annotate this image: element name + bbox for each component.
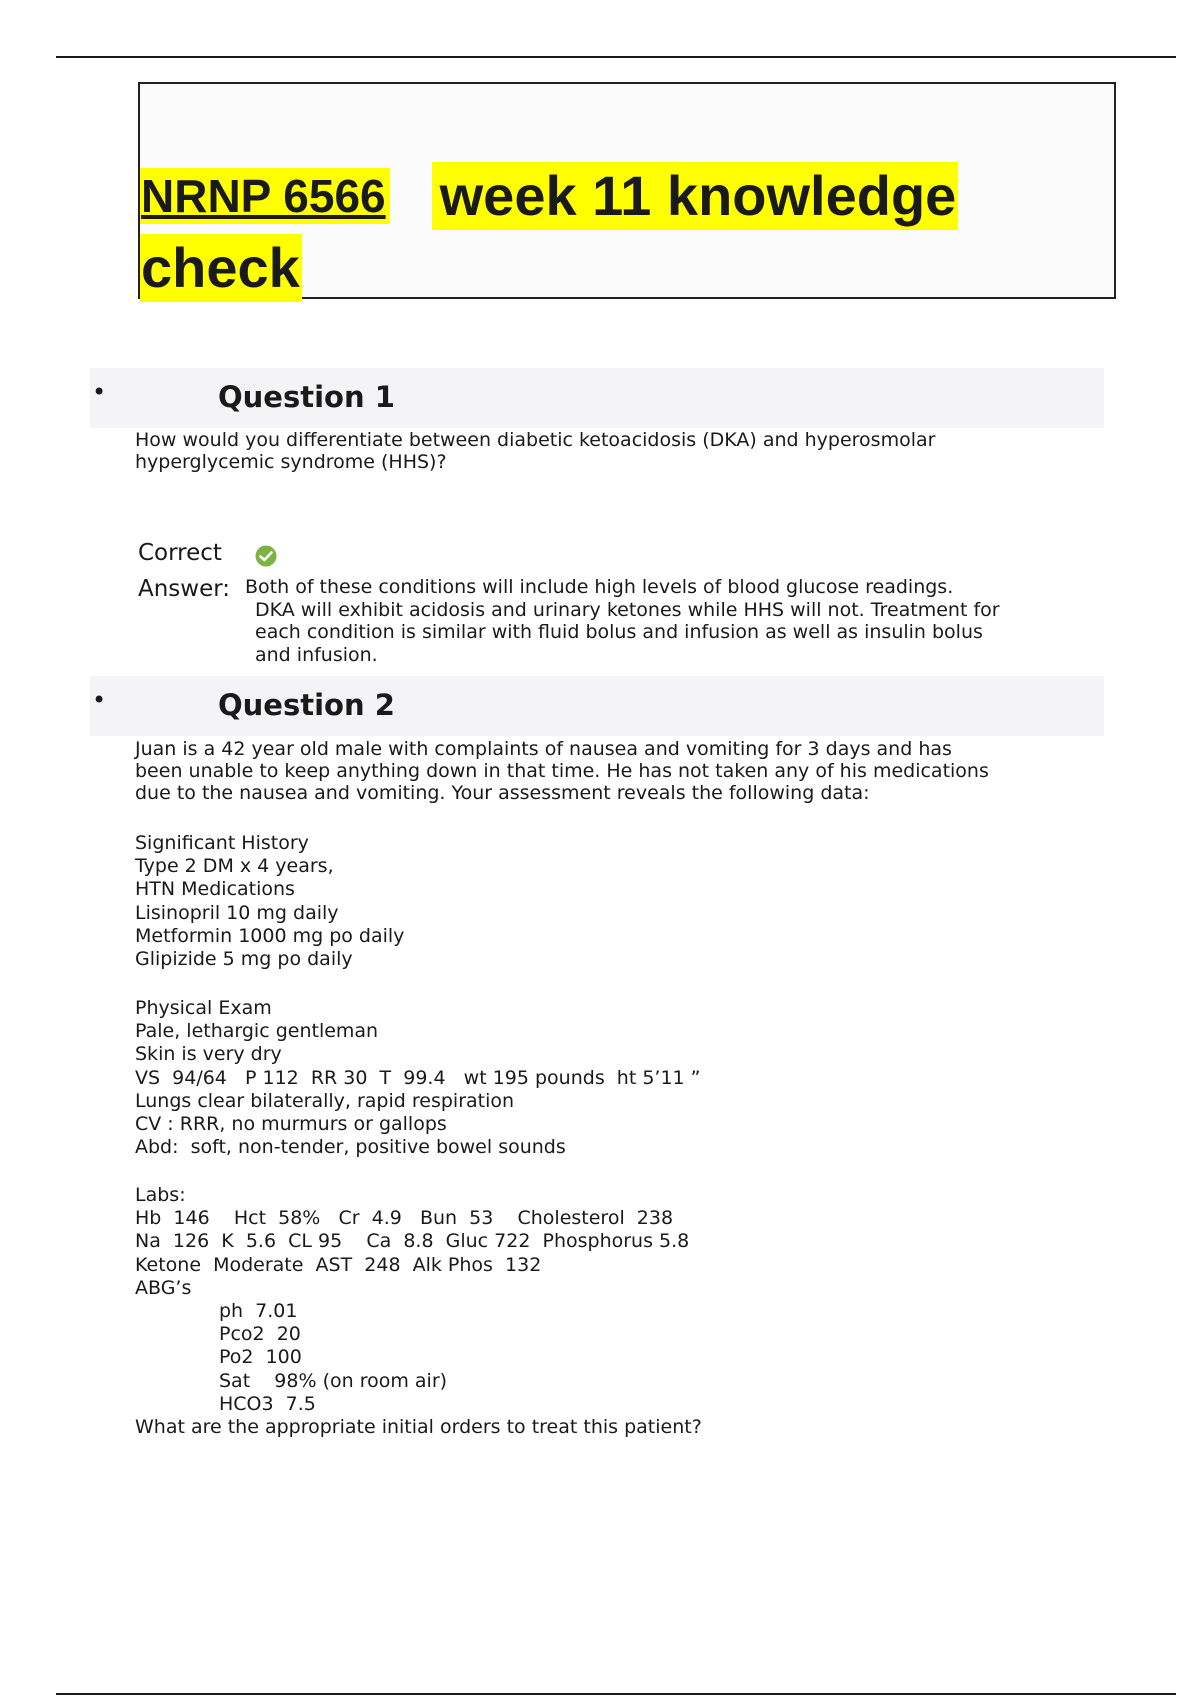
labs-line: Na 126 K 5.6 CL 95 Ca 8.8 Gluc 722 Phosphorus 5.8: [135, 1230, 690, 1253]
answer-continuation: DKA will exhibit acidosis and urinary ketones while HHS will not. Treatment for each condition is similar with fluid bolus and infusion as well as insulin bolus and infusion.: [255, 598, 1000, 666]
answer-first-line: Both of these conditions will include high levels of blood glucose readings.: [245, 576, 954, 598]
exam-line: Pale, lethargic gentleman: [135, 1020, 379, 1043]
exam-line: Physical Exam: [135, 997, 272, 1019]
exam-line: CV : RRR, no murmurs or gallops: [135, 1113, 447, 1136]
significant-history: [135, 832, 404, 971]
labs-line: Labs:: [135, 1184, 186, 1206]
exam-line: Abd: soft, non-tender, positive bowel sounds: [135, 1136, 566, 1159]
abg-line: Sat 98% (on room air): [219, 1369, 448, 1392]
question-1-header: [90, 368, 1104, 428]
course-code: NRNP 6566: [140, 168, 390, 224]
title-continued: check: [140, 234, 302, 302]
labs-line: Hb 146 Hct 58% Cr 4.9 Bun 53 Cholesterol 238: [135, 1207, 674, 1230]
question-1-title: Question 1: [218, 380, 395, 414]
title-line-2: [140, 234, 302, 302]
labs-line: Ketone Moderate AST 248 Alk Phos 132: [135, 1253, 542, 1276]
history-line: Type 2 DM x 4 years,: [135, 855, 334, 878]
exam-line: Lungs clear bilaterally, rapid respiration: [135, 1089, 515, 1112]
abg-line: HCO3 7.5: [219, 1392, 316, 1415]
history-line: HTN Medications: [135, 878, 295, 901]
question-1-prompt: How would you differentiate between diabetic ketoacidosis (DKA) and hyperosmolar hyperglycemic syndrome (HHS)?: [135, 429, 936, 473]
question-2-intro: Juan is a 42 year old male with complaints of nausea and vomiting for 3 days and has been unable to keep anything down in that time. He has not taken any of his medications due to the nausea and vomiting. Your assessment reveals the following data:: [135, 738, 989, 804]
abg-line: Po2 100: [219, 1346, 302, 1369]
answer-label: Answer:: [138, 576, 231, 602]
check-circle-icon: [255, 545, 277, 567]
history-line: Significant History: [135, 832, 309, 854]
history-line: Metformin 1000 mg po daily: [135, 924, 405, 947]
bottom-rule: [56, 1693, 1176, 1695]
abg-line: ph 7.01: [219, 1300, 298, 1323]
title-main: week 11 knowledge: [432, 162, 959, 230]
title-line-1: [140, 162, 958, 230]
labs: [135, 1184, 702, 1439]
history-line: Glipizide 5 mg po daily: [135, 948, 353, 971]
question-2-header: [90, 676, 1104, 736]
top-rule: [56, 56, 1176, 58]
history-line: Lisinopril 10 mg daily: [135, 901, 339, 924]
exam-line: Skin is very dry: [135, 1043, 282, 1066]
physical-exam: [135, 997, 701, 1159]
labs-line: ABG’s: [135, 1276, 192, 1299]
abg-line: Pco2 20: [219, 1323, 301, 1346]
title-box: [138, 82, 1116, 299]
answer-text: [245, 576, 1015, 666]
bullet: •: [92, 378, 107, 406]
question-2-title: Question 2: [218, 688, 395, 722]
exam-line: VS 94/64 P 112 RR 30 T 99.4 wt 195 pounds ht 5’11 ”: [135, 1066, 701, 1089]
question-2-prompt: What are the appropriate initial orders to treat this patient?: [135, 1416, 702, 1439]
bullet: •: [92, 686, 107, 714]
correct-status: Correct: [138, 540, 222, 566]
